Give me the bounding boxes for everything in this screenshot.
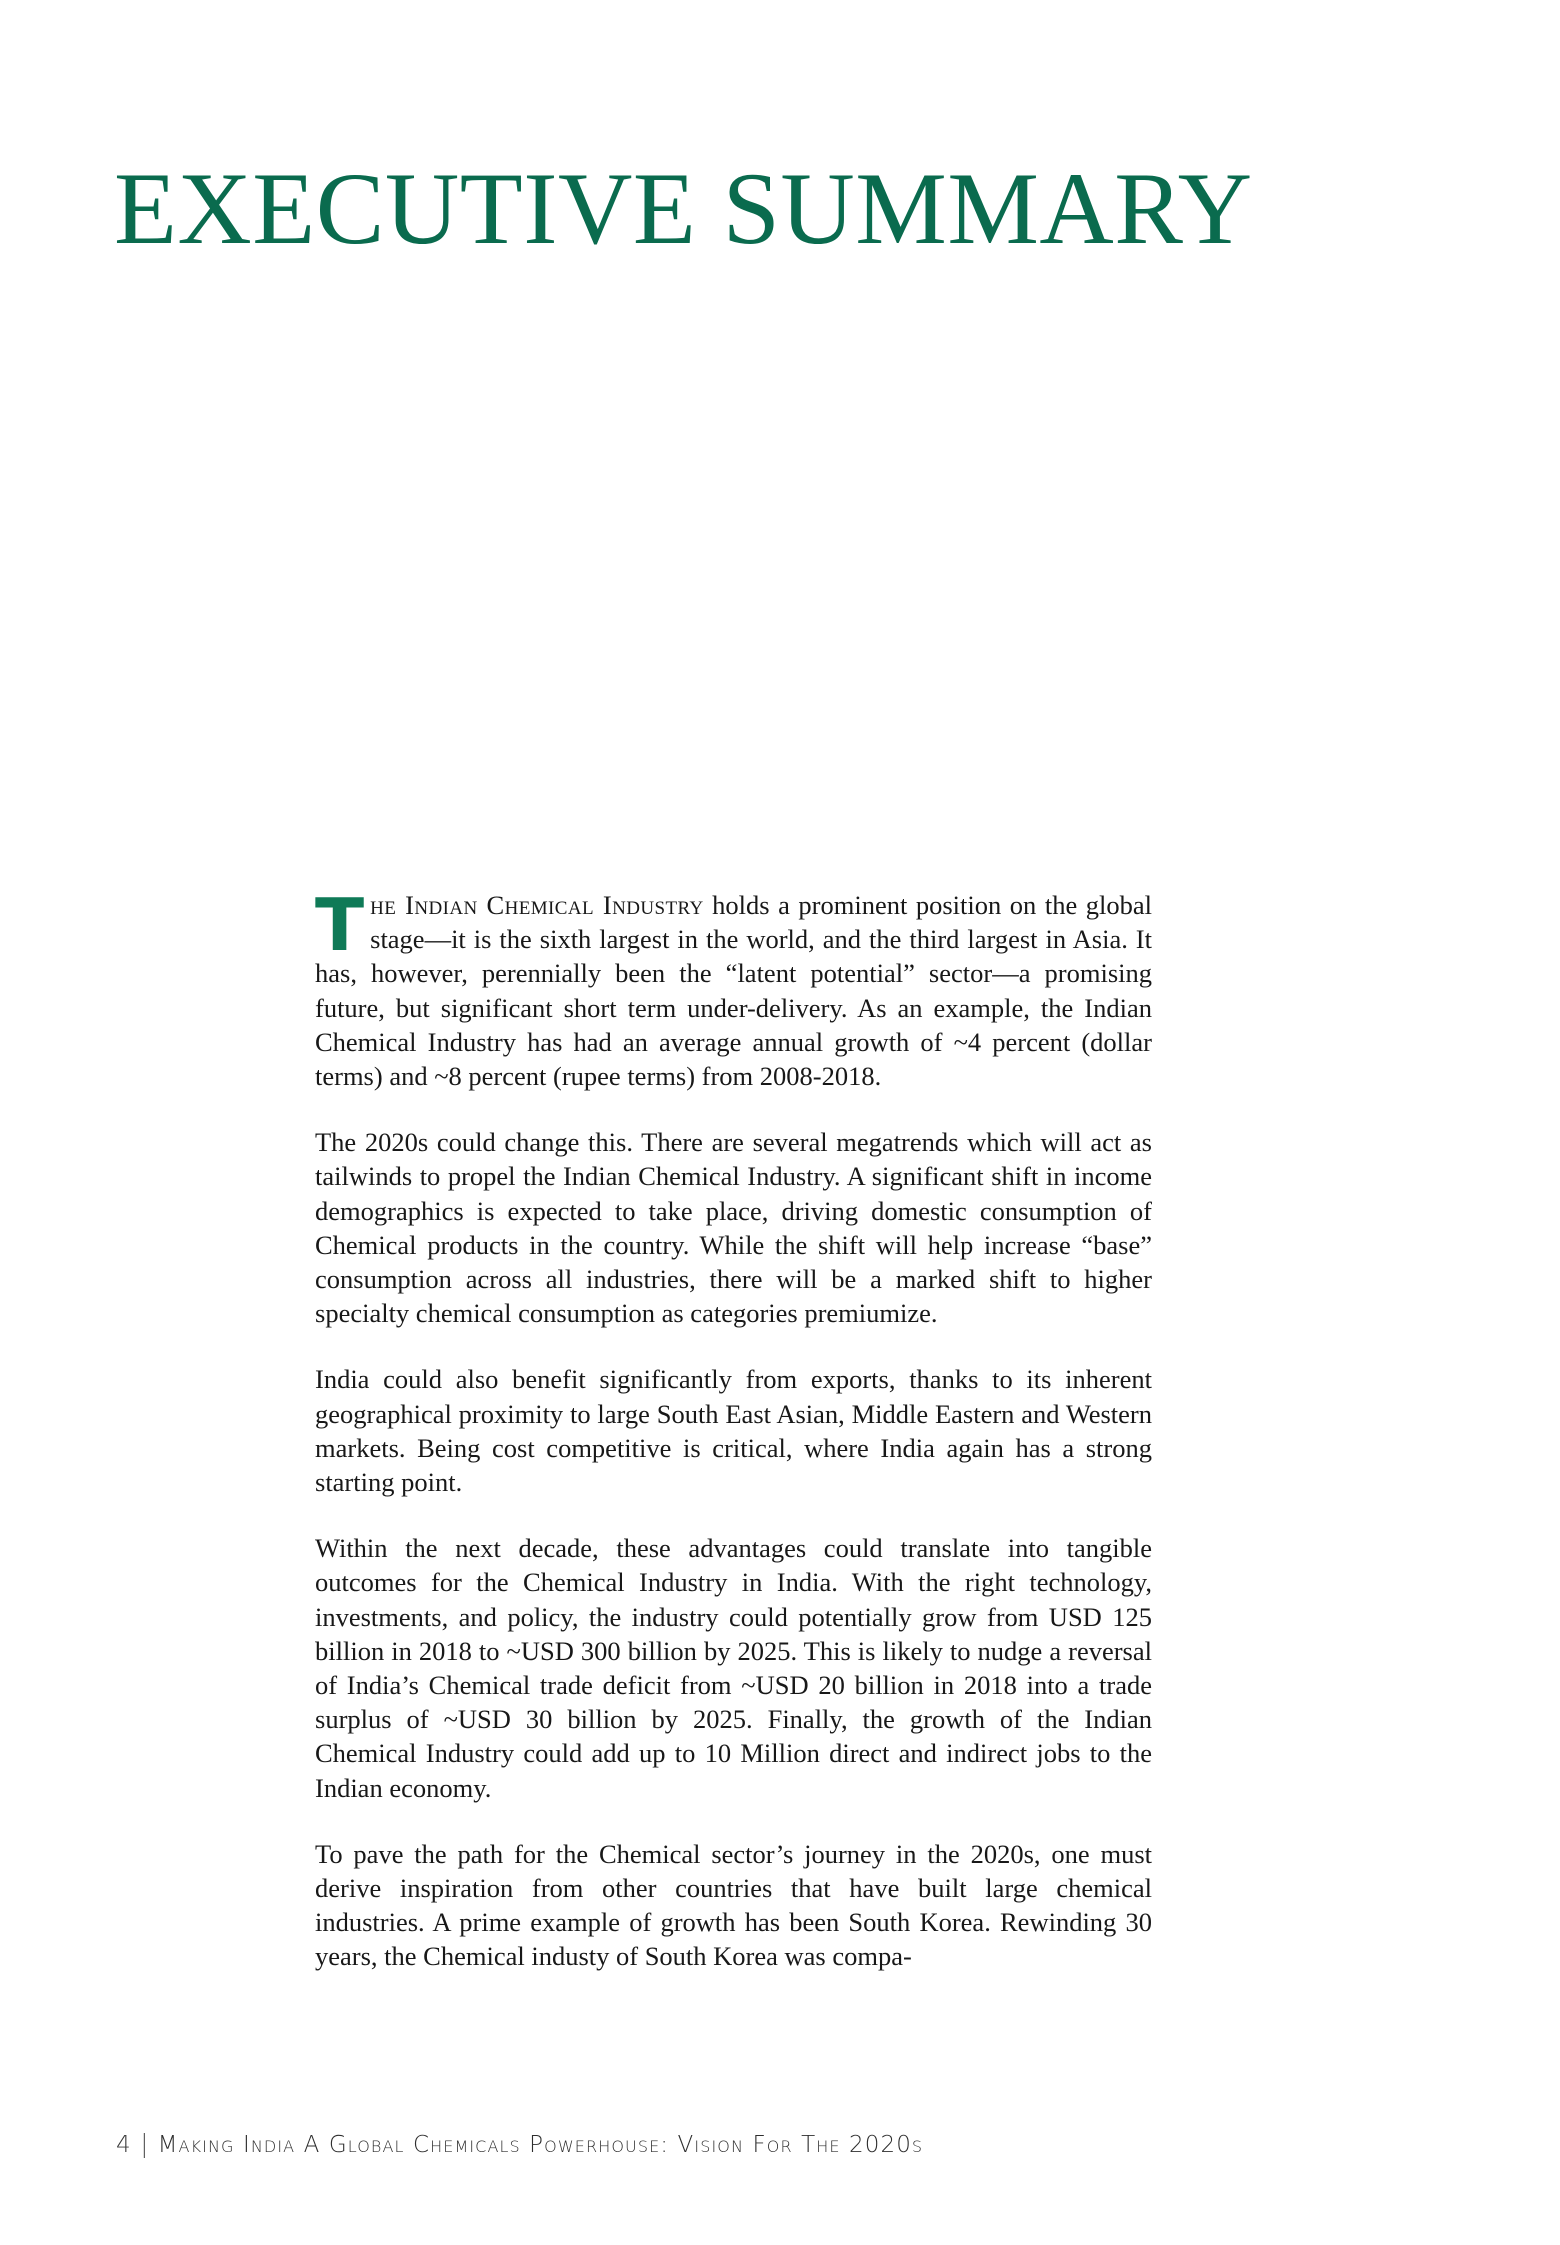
footer-page-number: 4 [116, 2132, 132, 2158]
lead-smallcaps-text: he Indian Chemical Industry [370, 890, 704, 920]
paragraph-3: India could also benefit significantly from exports, thanks to its inherent geographical proximity to large South East Asian, Middle Eastern and Western markets. Being cost competitive is critical, where India again has a strong starting point. [315, 1364, 1152, 1498]
paragraph-2: The 2020s could change this. There are several megatrends which will act as tailwinds to propel the Indian Chemical Industry. A significant shift in income demographics is expected to take place, driving domestic consumption of Chemical products in the country. While the shift will help increase “base” consumption across all industries, there will be a marked shift to higher specialty chemical consumption as categories premiumize. [315, 1127, 1152, 1329]
footer-separator: | [140, 2129, 149, 2158]
body-text-column [315, 883, 1152, 1974]
paragraph-5: To pave the path for the Chemical sector’s journey in the 2020s, one must derive inspiration from other countries that have built large chemical industries. A prime example of growth has been South Korea. Rewinding 30 years, the Chemical industy of South Korea was compa- [315, 1838, 1152, 1972]
lead-paragraph [315, 883, 1152, 1093]
page-title: EXECUTIVE SUMMARY [114, 152, 1253, 266]
drop-cap-letter: T [315, 883, 365, 967]
lead-paragraph-body: holds a prominent position on the global stage—it is the sixth largest in the world, and the third largest in Asia. It has, however, perennially been the “latent potential” sector—a promising future, but significant short term under-delivery. As an example, the Indian Chemical Industry has had an average annual growth of ~4 percent (dollar terms) and ~8 percent (rupee terms) from 2008-2018. [315, 890, 1152, 1092]
page-footer [116, 2129, 923, 2158]
footer-document-title: Making India A Global Chemicals Powerhouse: Vision For The 2020s [157, 2132, 924, 2158]
paragraph-4: Within the next decade, these advantages could translate into tangible outcomes for the Chemical Industry in India. With the right technology, investments, and policy, the industry could potentially grow from USD 125 billion in 2018 to ~USD 300 billion by 2025. This is likely to nudge a reversal of India’s Chemical trade deficit from ~USD 20 billion in 2018 into a trade surplus of ~USD 30 billion by 2025. Finally, the growth of the Indian Chemical Industry could add up to 10 Million direct and indirect jobs to the Indian economy. [315, 1533, 1152, 1803]
